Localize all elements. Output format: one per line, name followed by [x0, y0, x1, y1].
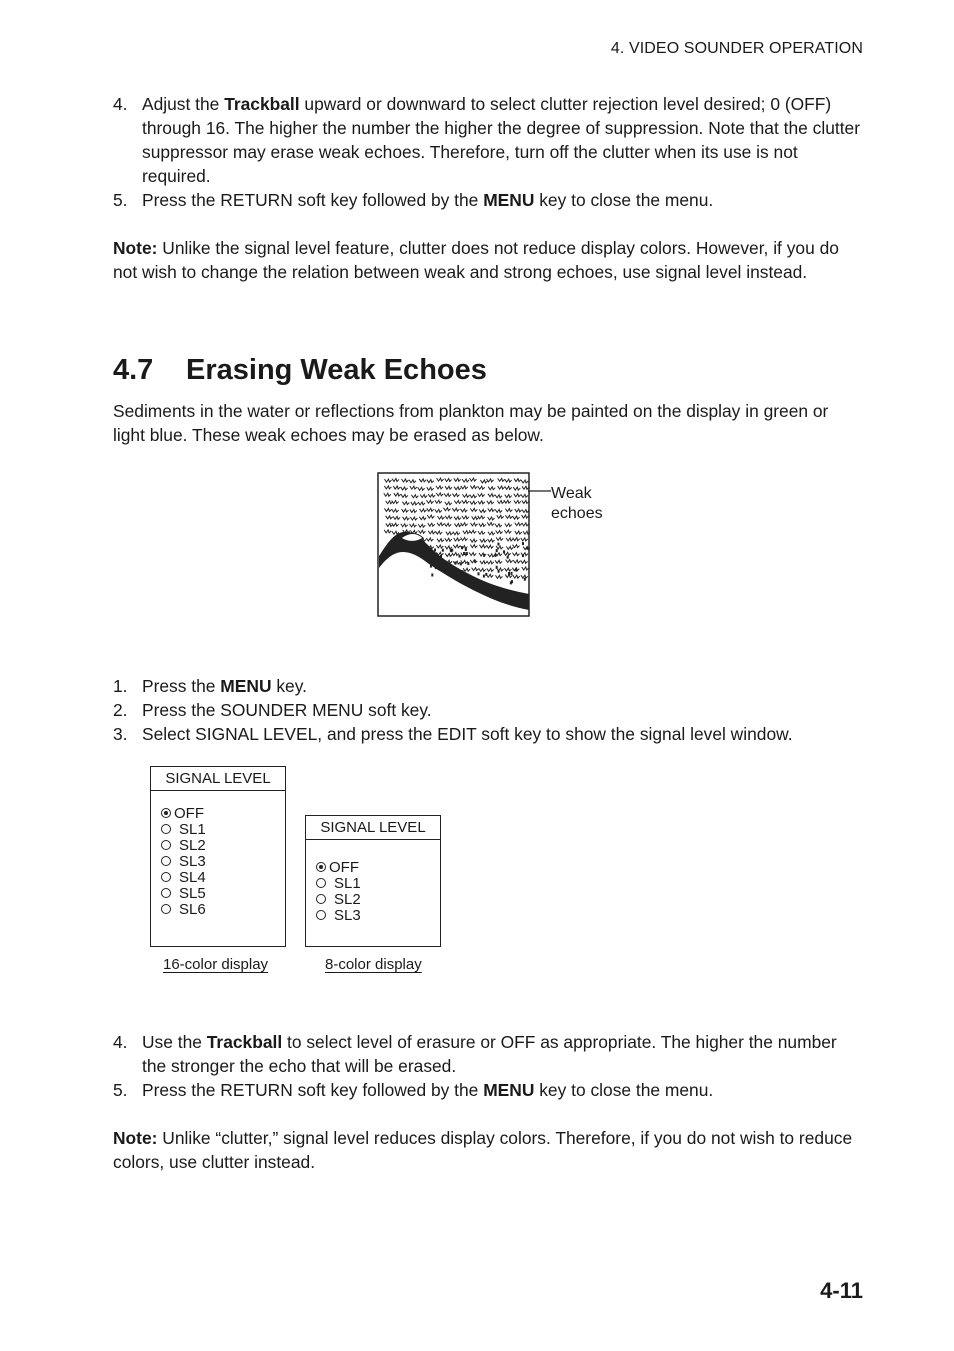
signal-level-options-16	[161, 806, 206, 918]
page-number: 4-11	[820, 1278, 863, 1303]
option-sl1[interactable]	[161, 822, 206, 838]
speckle	[451, 549, 453, 552]
running-header: 4. VIDEO SOUNDER OPERATION	[610, 40, 863, 57]
speckle	[507, 556, 509, 559]
step-1	[113, 674, 865, 698]
step-number: 4.	[113, 1032, 128, 1052]
radio-icon	[161, 872, 171, 882]
speckle	[496, 549, 498, 552]
step-2	[113, 698, 865, 722]
speckle	[508, 572, 510, 575]
leader-line	[528, 486, 552, 496]
option-sl3[interactable]	[161, 854, 206, 870]
option-off[interactable]	[316, 860, 361, 876]
step-text: Press the RETURN soft key followed by the MENU key to close the menu.	[142, 1080, 714, 1100]
option-label: SL1	[179, 821, 206, 838]
speckle	[463, 552, 465, 555]
note-signal-level: Note: Unlike “clutter,” signal level reduces display colors. Therefore, if you do not wish to reduce colors, use clutter instead.	[113, 1128, 853, 1172]
step-5-clutter	[113, 188, 865, 212]
note-clutter: Note: Unlike the signal level feature, clutter does not reduce display colors. However, if you do not wish to change the relation between weak and strong echoes, use signal level instead.	[113, 238, 839, 282]
step-number: 4.	[113, 94, 128, 114]
radio-icon	[316, 910, 326, 920]
radio-icon	[316, 878, 326, 888]
speckle	[515, 569, 517, 572]
option-label: SL5	[179, 885, 206, 902]
weak-echoes-illustration	[377, 472, 530, 617]
speckle	[431, 573, 433, 576]
speckle	[459, 555, 461, 558]
signal-level-window-16	[150, 766, 286, 947]
speckle	[455, 562, 457, 565]
option-label: SL2	[179, 837, 206, 854]
radio-icon	[316, 862, 326, 872]
speckle	[524, 578, 526, 581]
weak-echoes-label: Weak echoes	[551, 485, 603, 522]
speckle	[497, 543, 499, 546]
speckle	[498, 570, 500, 573]
step-3	[113, 722, 865, 746]
option-sl4[interactable]	[161, 870, 206, 886]
speckle	[522, 542, 524, 545]
step-number: 2.	[113, 700, 128, 720]
speckle	[466, 552, 468, 555]
speckle	[465, 548, 467, 551]
option-label: SL4	[179, 869, 206, 886]
step-text: Use the Trackball to select level of erasure or OFF as appropriate. The higher the number the stronger the echo that will be erased.	[142, 1032, 837, 1076]
signal-level-options-8	[316, 860, 361, 924]
signal-level-window-8	[305, 815, 441, 947]
speckle	[461, 546, 463, 549]
speckle	[483, 554, 485, 557]
speckle	[511, 572, 513, 575]
option-off[interactable]	[161, 806, 206, 822]
step-4	[113, 1030, 865, 1078]
option-label: SL2	[334, 891, 361, 908]
step-text: Adjust the Trackball upward or downward to select clutter rejection level desired; 0 (OFF) through 16. The higher the number the higher the degree of suppression. Note that the clutter suppressor may erase weak echoes. Therefore, turn off the clutter when its use is not required.	[142, 94, 860, 186]
step-number: 5.	[113, 190, 128, 210]
speckle	[467, 562, 469, 565]
option-sl5[interactable]	[161, 886, 206, 902]
option-label: SL6	[179, 901, 206, 918]
option-sl2[interactable]	[316, 892, 361, 908]
speckle	[494, 554, 496, 557]
radio-icon	[161, 856, 171, 866]
speckle	[483, 575, 485, 578]
option-sl3[interactable]	[316, 908, 361, 924]
option-label: SL1	[334, 875, 361, 892]
radio-icon	[316, 894, 326, 904]
option-label: SL3	[179, 853, 206, 870]
radio-icon	[161, 904, 171, 914]
step-number: 3.	[113, 724, 128, 744]
step-text: Select SIGNAL LEVEL, and press the EDIT soft key to show the signal level window.	[142, 724, 793, 744]
speckle	[474, 560, 476, 563]
radio-icon	[161, 840, 171, 850]
step-5	[113, 1078, 865, 1102]
step-text: Press the MENU key.	[142, 676, 307, 696]
speckle	[460, 562, 462, 565]
option-sl1[interactable]	[316, 876, 361, 892]
speckle	[478, 572, 480, 575]
option-label: SL3	[334, 907, 361, 924]
radio-icon	[161, 888, 171, 898]
radio-icon	[161, 824, 171, 834]
option-label: OFF	[329, 859, 359, 876]
step-text: Press the RETURN soft key followed by the MENU key to close the menu.	[142, 190, 714, 210]
speckle	[496, 566, 498, 569]
window-title: SIGNAL LEVEL	[151, 767, 285, 791]
speckle	[442, 549, 444, 552]
speckle	[511, 580, 513, 583]
step-4-clutter	[113, 92, 865, 188]
option-sl6[interactable]	[161, 902, 206, 918]
section-number: 4.7	[113, 354, 154, 386]
speckle	[434, 548, 436, 551]
radio-icon	[161, 808, 171, 818]
step-number: 1.	[113, 676, 128, 696]
speckle	[485, 573, 487, 576]
section-title: Erasing Weak Echoes	[186, 354, 487, 386]
speckle	[503, 550, 505, 553]
intro-paragraph: Sediments in the water or reflections from plankton may be painted on the display in green or light blue. These weak echoes may be erased as below.	[113, 401, 829, 445]
caption-8-color: 8-color display	[325, 956, 422, 973]
speckle	[526, 547, 528, 550]
option-sl2[interactable]	[161, 838, 206, 854]
caption-16-color: 16-color display	[163, 956, 269, 973]
window-title: SIGNAL LEVEL	[306, 816, 440, 840]
option-label: OFF	[174, 805, 204, 822]
speckle	[522, 554, 524, 557]
step-number: 5.	[113, 1080, 128, 1100]
section-heading	[113, 354, 487, 387]
step-text: Press the SOUNDER MENU soft key.	[142, 700, 432, 720]
